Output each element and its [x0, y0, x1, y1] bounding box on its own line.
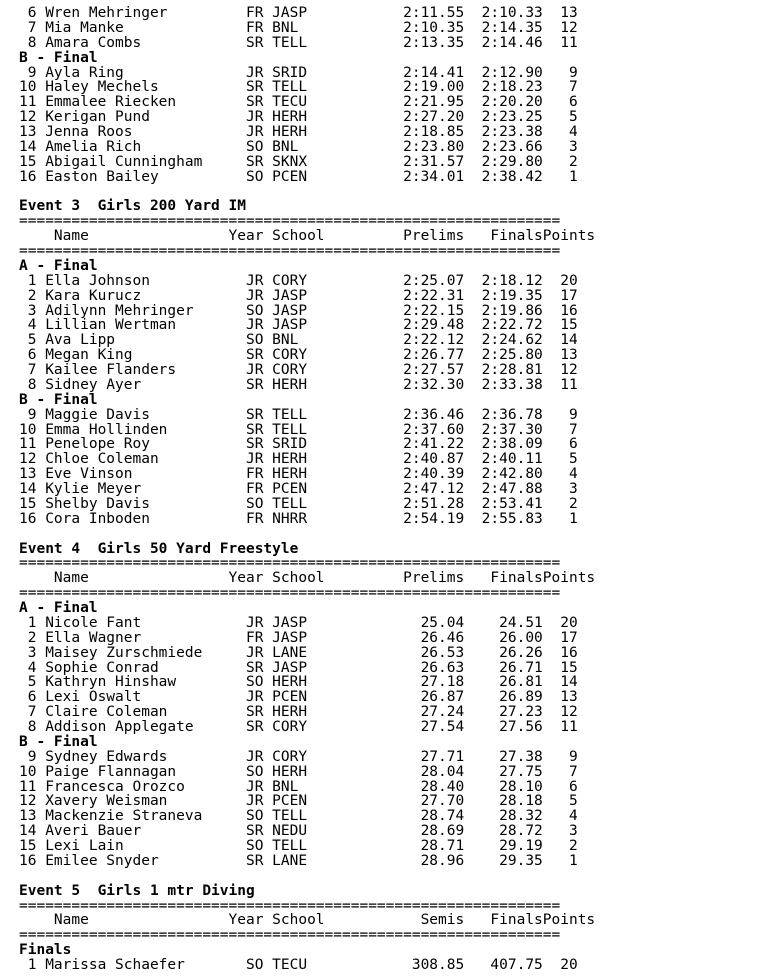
heat-group-label: B - Final	[19, 49, 98, 66]
result-row: 14 Amelia Rich SO BNL 2:23.80 2:23.66 3	[19, 138, 578, 155]
result-row: 14 Averi Bauer SR NEDU 28.69 28.72 3	[19, 823, 578, 840]
result-row: 11 Penelope Roy SR SRID 2:41.22 2:38.09 6	[19, 436, 578, 453]
result-row: 6 Wren Mehringer FR JASP 2:11.55 2:10.33 13	[19, 5, 578, 21]
result-row: 12 Xavery Weisman JR PCEN 27.70 28.18 5	[19, 793, 578, 810]
result-row: 5 Kathryn Hinshaw SO HERH 27.18 26.81 14	[19, 674, 578, 691]
result-row: 16 Cora Inboden FR NHRR 2:54.19 2:55.83 1	[19, 510, 578, 527]
result-row: 9 Ayla Ring JR SRID 2:14.41 2:12.90 9	[19, 64, 578, 81]
result-row: 6 Megan King SR CORY 2:26.77 2:25.80 13	[19, 347, 578, 364]
result-row: 3 Maisey Zurschmiede JR LANE 26.53 26.26 16	[19, 644, 578, 661]
table-column-header: Name Year School Prelims FinalsPoints	[19, 570, 596, 587]
result-row: 4 Sophie Conrad SR JASP 26.63 26.71 15	[19, 659, 578, 676]
result-row: 16 Emilee Snyder SR LANE 28.96 29.35 1	[19, 852, 578, 869]
result-row: 10 Emma Hollinden SR TELL 2:37.60 2:37.30 7	[19, 421, 578, 438]
result-row: 13 Eve Vinson FR HERH 2:40.39 2:42.80 4	[19, 466, 578, 483]
result-row: 8 Sidney Ayer SR HERH 2:32.30 2:33.38 11	[19, 376, 578, 393]
result-row: 15 Lexi Lain SO TELL 28.71 29.19 2	[19, 838, 578, 854]
blank-line	[19, 527, 768, 542]
result-row: 13 Mackenzie Straneva SO TELL 28.74 28.32 4	[19, 808, 578, 825]
result-row: 4 Lillian Wertman JR JASP 2:29.48 2:22.72 15	[19, 317, 578, 334]
table-separator: ==============================================================	[19, 585, 561, 602]
heat-group-label: Finals	[19, 942, 72, 959]
result-row: 12 Kerigan Pund JR HERH 2:27.20 2:23.25 5	[19, 109, 578, 126]
result-row: 2 Kara Kurucz JR JASP 2:22.31 2:19.35 17	[19, 287, 578, 304]
result-row: 13 Jenna Roos JR HERH 2:18.85 2:23.38 4	[19, 124, 578, 140]
event-title: Event 3 Girls 200 Yard IM	[19, 198, 246, 215]
blank-line	[19, 869, 768, 884]
event-title: Event 5 Girls 1 mtr Diving	[19, 882, 255, 899]
table-column-header: Name Year School Prelims FinalsPoints	[19, 228, 596, 245]
result-row: 7 Claire Coleman SR HERH 27.24 27.23 12	[19, 704, 578, 721]
result-row: 2 Ella Wagner FR JASP 26.46 26.00 17	[19, 629, 578, 646]
result-row: 1 Nicole Fant JR JASP 25.04 24.51 20	[19, 614, 578, 631]
result-row: 1 Ella Johnson JR CORY 2:25.07 2:18.12 20	[19, 272, 578, 289]
result-row: 1 Marissa Schaefer SO TECU 308.85 407.75 20	[19, 957, 578, 973]
heat-group-label: A - Final	[19, 600, 98, 616]
blank-line	[19, 185, 768, 200]
result-row: 10 Haley Mechels SR TELL 2:19.00 2:18.23 7	[19, 79, 578, 96]
result-row: 8 Amara Combs SR TELL 2:13.35 2:14.46 11	[19, 34, 578, 51]
result-row: 16 Easton Bailey SO PCEN 2:34.01 2:38.42 1	[19, 168, 578, 185]
result-row: 7 Mia Manke FR BNL 2:10.35 2:14.35 12	[19, 19, 578, 36]
result-row: 12 Chloe Coleman JR HERH 2:40.87 2:40.11 5	[19, 451, 578, 468]
result-row: 11 Emmalee Riecken SR TECU 2:21.95 2:20.20 6	[19, 94, 578, 111]
result-row: 6 Lexi Oswalt JR PCEN 26.87 26.89 13	[19, 689, 578, 706]
event-title: Event 4 Girls 50 Yard Freestyle	[19, 540, 299, 557]
result-row: 11 Francesca Orozco JR BNL 28.40 28.10 6	[19, 778, 578, 795]
table-separator: ==============================================================	[19, 243, 561, 259]
result-row: 15 Abigail Cunningham SR SKNX 2:31.57 2:29.80 2	[19, 153, 578, 170]
result-row: 14 Kylie Meyer FR PCEN 2:47.12 2:47.88 3	[19, 481, 578, 497]
result-row: 9 Sydney Edwards JR CORY 27.71 27.38 9	[19, 748, 578, 765]
table-separator: ==============================================================	[19, 555, 561, 572]
table-column-header: Name Year School Semis FinalsPoints	[19, 912, 596, 929]
result-row: 3 Adilynn Mehringer SO JASP 2:22.15 2:19.86 16	[19, 302, 578, 319]
result-row: 15 Shelby Davis SO TELL 2:51.28 2:53.41 2	[19, 495, 578, 512]
heat-group-label: B - Final	[19, 391, 98, 408]
result-row: 10 Paige Flannagan SO HERH 28.04 27.75 7	[19, 763, 578, 780]
table-separator: ==============================================================	[19, 897, 561, 914]
result-row: 7 Kailee Flanders JR CORY 2:27.57 2:28.81 12	[19, 362, 578, 378]
table-separator: ==============================================================	[19, 927, 561, 944]
heat-group-label: A - Final	[19, 257, 98, 274]
table-separator: ==============================================================	[19, 213, 561, 230]
result-row: 8 Addison Applegate SR CORY 27.54 27.56 11	[19, 719, 578, 735]
heat-group-label: B - Final	[19, 733, 98, 750]
result-row: 5 Ava Lipp SO BNL 2:22.12 2:24.62 14	[19, 332, 578, 349]
result-row: 9 Maggie Davis SR TELL 2:36.46 2:36.78 9	[19, 406, 578, 423]
